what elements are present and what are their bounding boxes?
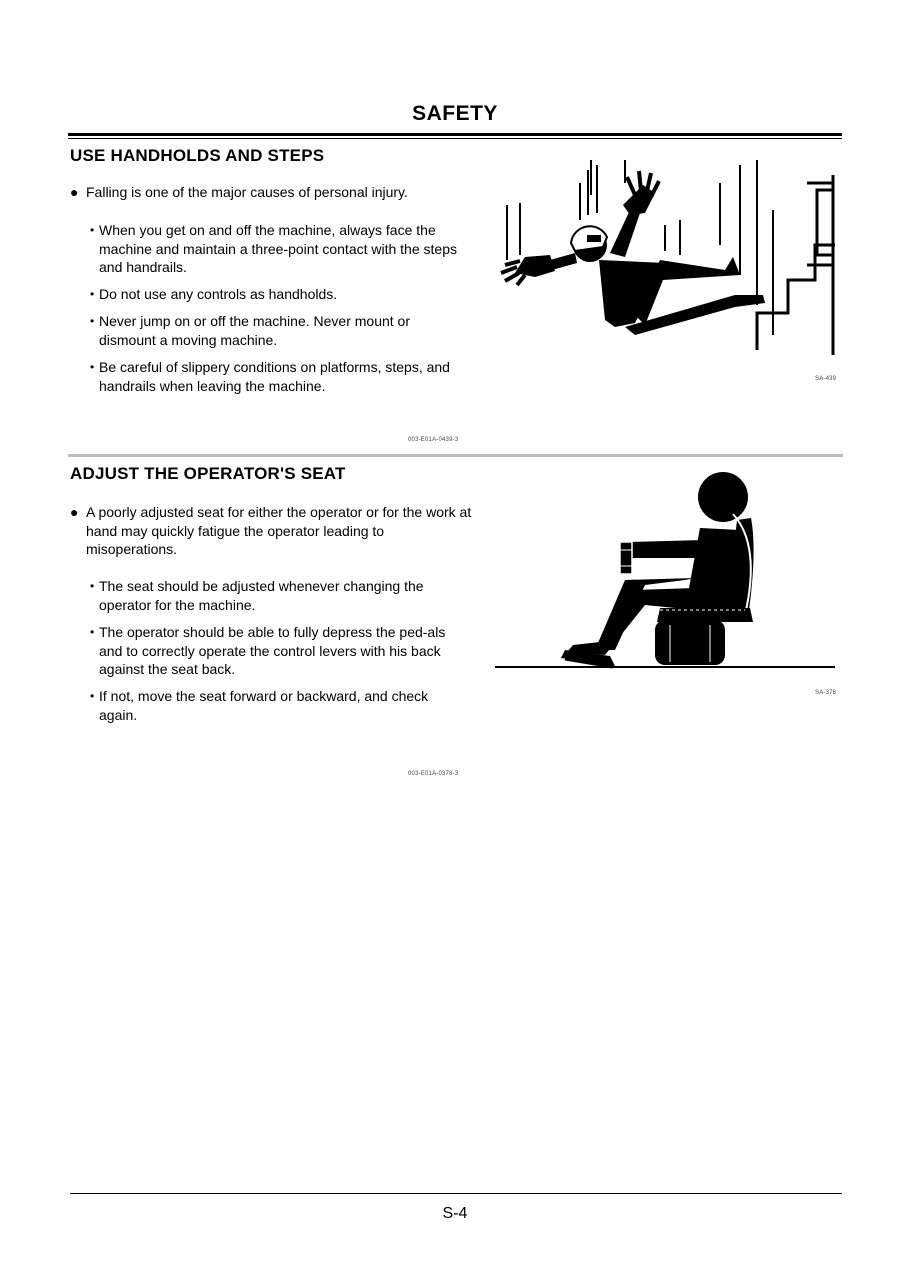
bullet-dot: ●	[70, 504, 79, 520]
page-title: SAFETY	[412, 102, 498, 125]
seated-operator-icon	[495, 470, 840, 670]
section1-subitem: • When you get on and off the machine, always face the machine and maintain a three-point contact with the steps and handrails.	[90, 222, 457, 275]
section1-subitem: • Be careful of slippery conditions on platforms, steps, and handrails when leaving the machine.	[90, 359, 450, 394]
footer-rule	[70, 1193, 842, 1194]
section-heading-handholds: USE HANDHOLDS AND STEPS	[70, 146, 325, 165]
section2-subitem: • The seat should be adjusted whenever changing the operator for the machine.	[90, 578, 424, 613]
section1-subitem: • Never jump on or off the machine. Never mount or dismount a moving machine.	[90, 313, 411, 348]
section2-subitem: • The operator should be able to fully depress the ped-als and to correctly operate the control levers with his back against the seat back.	[90, 624, 446, 677]
section1-subitem: • Do not use any controls as handholds.	[90, 286, 338, 302]
doc-code-section2: 003-E01A-0378-3	[408, 771, 459, 777]
figure-code-sa378: SA-378	[815, 690, 837, 696]
section2-bullet: ● A poorly adjusted seat for either the operator or for the work at hand may quickly fatigue the operator leading to misoperations.	[70, 504, 472, 557]
section-heading-seat: ADJUST THE OPERATOR'S SEAT	[70, 464, 346, 483]
falling-person-icon	[495, 155, 845, 355]
section1-bullet: ● Falling is one of the major causes of personal injury.	[70, 184, 408, 200]
figure-code-sa439: SA-439	[815, 376, 837, 382]
page-number: S-4	[442, 1205, 468, 1222]
doc-code-section1: 003-E01A-0439-3	[408, 437, 459, 443]
header-rule-thick	[68, 133, 842, 136]
header-rule-thin	[68, 138, 842, 139]
section-divider	[68, 454, 843, 457]
section2-subitem: • If not, move the seat forward or backward, and check again.	[90, 688, 429, 723]
bullet-dot: ●	[70, 184, 79, 200]
